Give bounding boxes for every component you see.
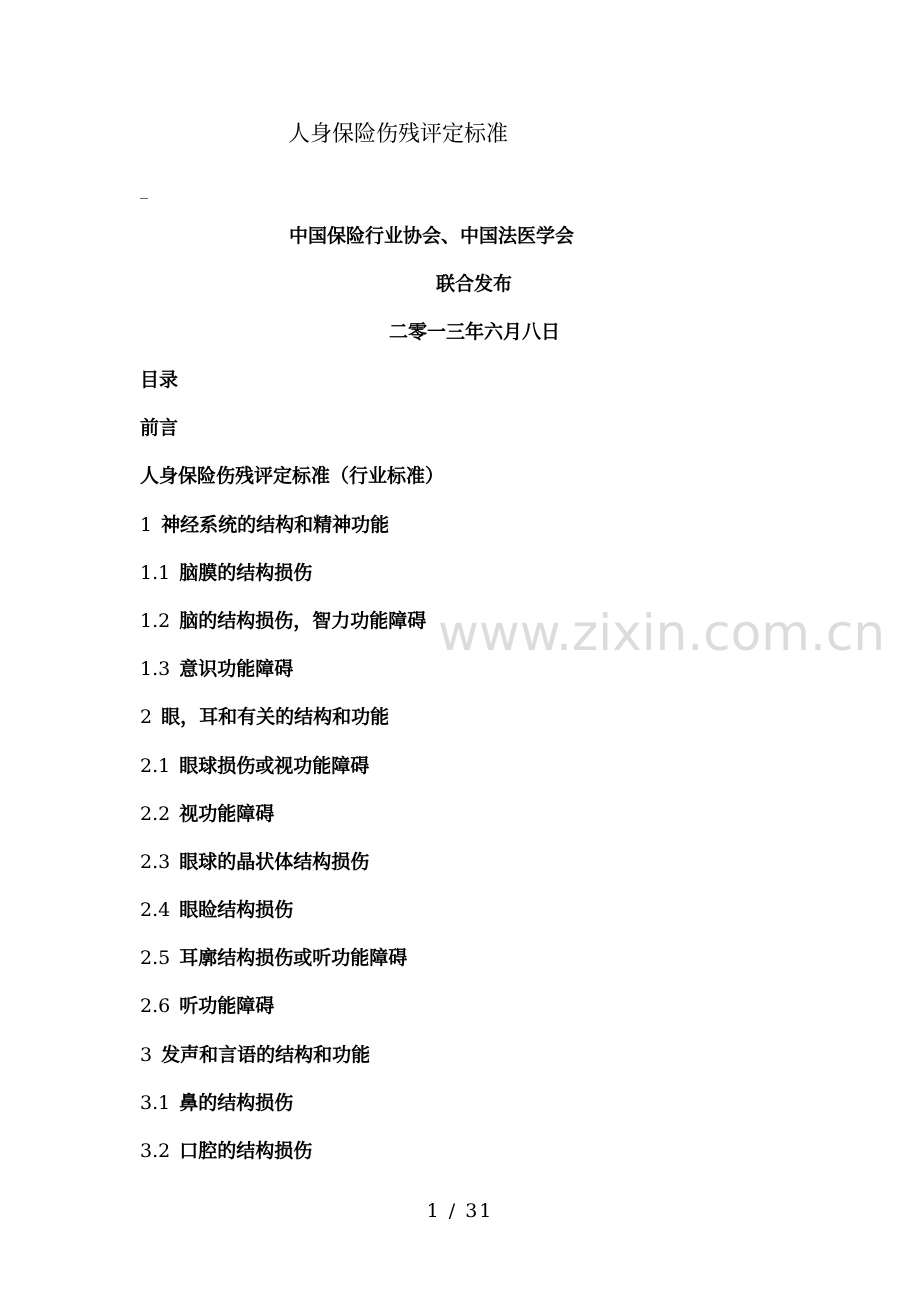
toc-item <box>140 945 444 993</box>
toc-item-text: 意识功能障碍 <box>179 658 294 681</box>
toc-item <box>140 849 444 897</box>
toc-item <box>140 463 444 511</box>
toc-item-number: 3 <box>140 1043 153 1066</box>
toc-item-text: 口腔的结构损伤 <box>179 1140 313 1162</box>
toc-item-text: 眼球损伤或视功能障碍 <box>179 754 370 777</box>
toc-item-number: 2.5 <box>140 947 171 970</box>
toc-item <box>140 560 444 608</box>
toc-item-text: 发声和言语的结构和功能 <box>161 1043 371 1066</box>
toc-item <box>140 1090 444 1138</box>
toc-item-text: 鼻的结构损伤 <box>179 1091 294 1114</box>
toc-item <box>140 1042 444 1090</box>
toc-item-text: 视功能障碍 <box>179 802 275 825</box>
toc-item-text: 人身保险伤残评定标准（行业标准） <box>140 465 445 488</box>
toc-item-number: 2.2 <box>140 802 171 825</box>
publish-date: 二零一三年六月八日 <box>389 321 561 343</box>
toc-item-number: 2.1 <box>140 754 171 777</box>
toc-item-number: 2.4 <box>140 899 171 922</box>
document-title: 人身保险伤残评定标准 <box>288 122 509 147</box>
toc-item <box>140 512 444 560</box>
toc-item <box>140 367 444 415</box>
toc-item-number: 3.2 <box>140 1140 171 1162</box>
toc-item-text: 目录 <box>140 369 179 391</box>
toc-item-text: 神经系统的结构和精神功能 <box>161 513 390 536</box>
toc-item <box>140 1138 444 1186</box>
toc-item-text: 眼球的晶状体结构损伤 <box>179 850 370 873</box>
toc-item <box>140 897 444 945</box>
toc-item-text: 耳廓结构损伤或听功能障碍 <box>179 947 408 970</box>
toc-item-text: 前言 <box>140 417 179 440</box>
toc-item <box>140 801 444 849</box>
toc-item-text: 眼睑结构损伤 <box>179 899 294 922</box>
toc-item <box>140 704 444 752</box>
toc-item-number: 1 <box>140 513 153 536</box>
toc-item-number: 1.3 <box>140 658 171 681</box>
joint-publish-line: 联合发布 <box>436 273 513 295</box>
toc-item-text: 脑膜的结构损伤 <box>179 561 313 584</box>
publisher-line: 中国保险行业协会、中国法医学会 <box>289 225 575 247</box>
page-number: 1 / 31 <box>426 1200 494 1222</box>
toc-item-number: 1.2 <box>140 609 171 632</box>
toc-item <box>140 993 444 1041</box>
watermark: www.zixin.com.cn <box>438 604 886 662</box>
separator-dash: _ <box>140 180 148 199</box>
toc-item-text: 听功能障碍 <box>179 995 275 1018</box>
toc-item-number: 1.1 <box>140 561 171 584</box>
toc-item-number: 2 <box>140 706 153 729</box>
toc-item-text: 眼，耳和有关的结构和功能 <box>161 706 390 729</box>
toc-item-number: 2.6 <box>140 995 171 1018</box>
toc-item <box>140 608 444 656</box>
toc-item-number: 2.3 <box>140 850 171 873</box>
toc-item-number: 3.1 <box>140 1091 171 1114</box>
table-of-contents <box>140 367 444 1186</box>
toc-item-text: 脑的结构损伤，智力功能障碍 <box>179 609 427 632</box>
toc-item <box>140 415 444 463</box>
toc-item <box>140 753 444 801</box>
toc-item <box>140 656 444 704</box>
